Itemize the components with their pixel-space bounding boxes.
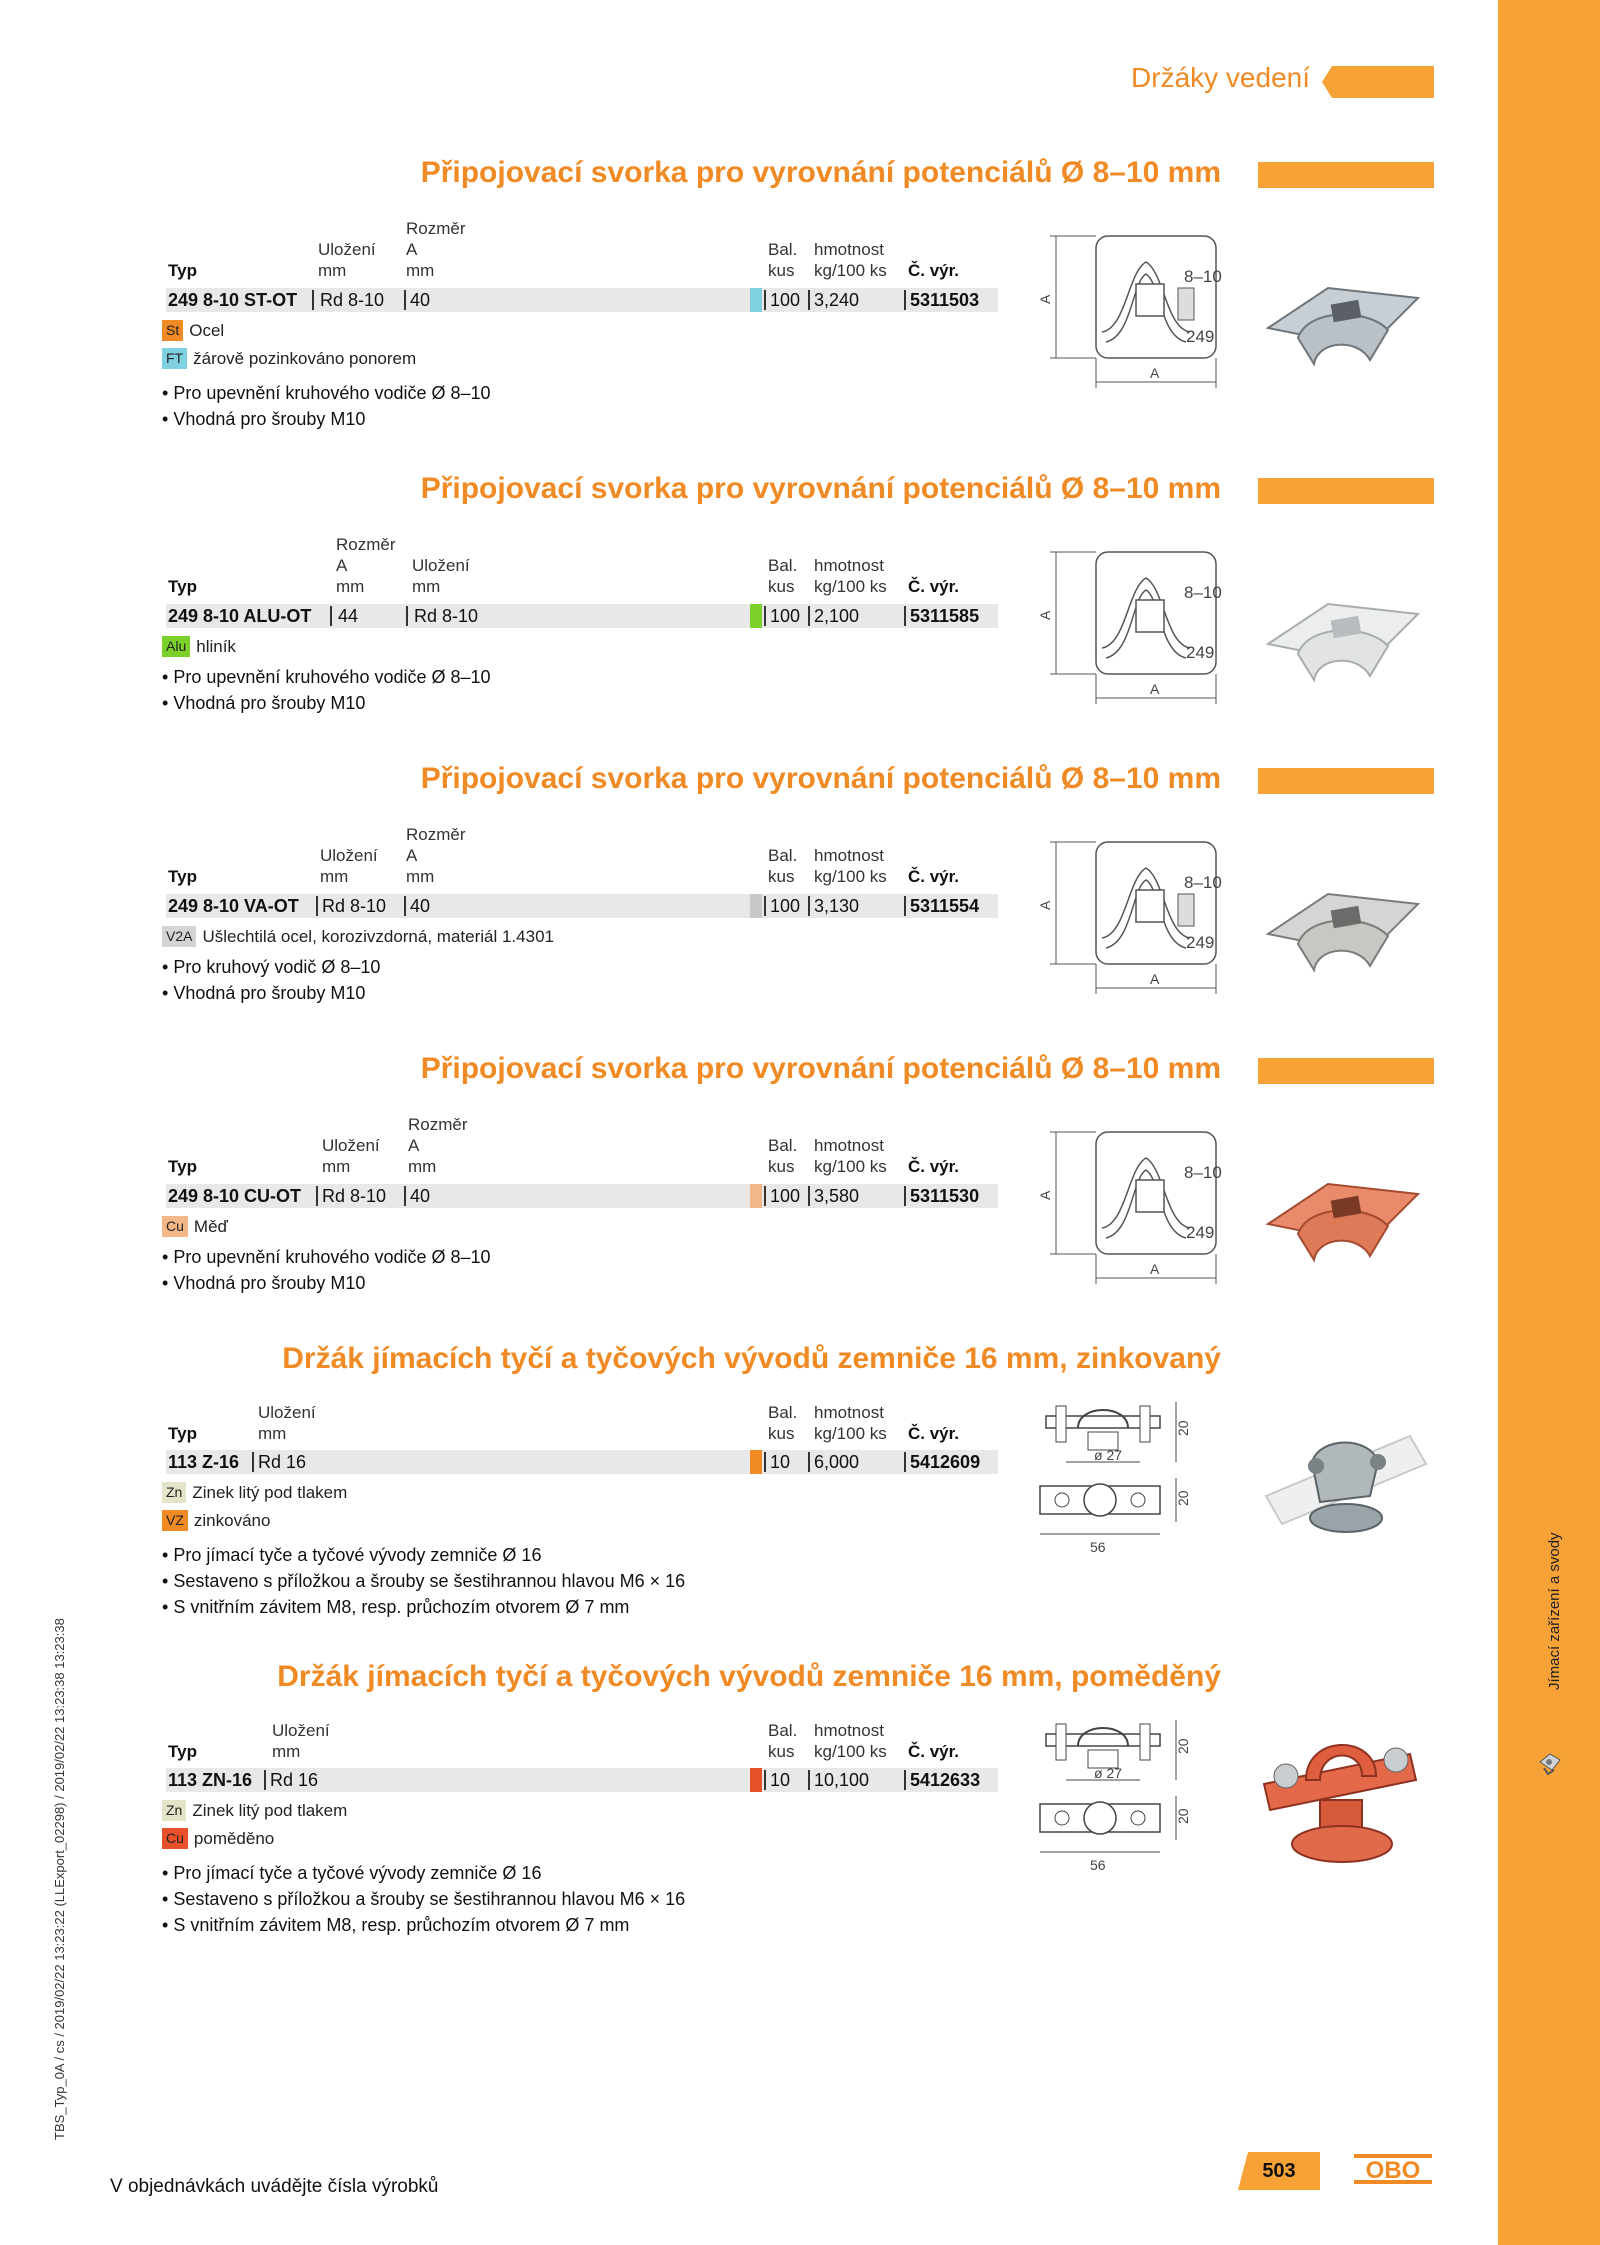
col-kg100: kg/100 ks: [814, 1424, 887, 1443]
separator: [904, 896, 906, 916]
dim-label: 20: [1175, 1490, 1191, 1506]
cell-hmotnost: 3,240: [814, 290, 860, 310]
feature-item: • Pro upevnění kruhového vodiče Ø 8–10: [162, 664, 491, 690]
separator: [312, 290, 314, 310]
orange-sidebar: [1498, 0, 1600, 2245]
dim-label: A: [1037, 900, 1053, 910]
product-section-6: [0, 1654, 1498, 1964]
dim-label: 56: [1090, 1857, 1106, 1873]
cell-ulozeni: Rd 8-10: [414, 606, 479, 626]
sidebar-chapter-text: Jímací zařízení a svody: [1546, 1532, 1563, 1690]
dim-label: A: [1037, 610, 1053, 620]
col-hmotnost: hmotnost: [814, 846, 884, 865]
title-bar: [1258, 1058, 1434, 1084]
material-text: Zinek litý pod tlakem: [192, 1800, 348, 1820]
col-ulozeni: Uložení: [412, 556, 470, 575]
col-rozmer: Rozměr: [406, 219, 466, 238]
col-hmotnost: hmotnost: [814, 1721, 884, 1740]
feature-item: • Pro jímací tyče a tyčové vývody zemniče Ø 16: [162, 1860, 685, 1886]
table-row: [166, 288, 998, 312]
product-section-4: [0, 1046, 1498, 1316]
cell-a: 40: [410, 896, 431, 916]
cell-bal: 100: [770, 606, 801, 626]
feature-item: • Pro upevnění kruhového vodiče Ø 8–10: [162, 380, 491, 406]
separator: [808, 290, 810, 310]
material-text: Měď: [193, 1216, 228, 1236]
cell-ulozeni: Rd 8-10: [322, 1186, 387, 1206]
product-photo-aluminium-clamp: [1258, 584, 1428, 694]
col-kus: kus: [768, 577, 795, 596]
feature-item: • Vhodná pro šrouby M10: [162, 406, 491, 432]
table-row: [166, 1768, 998, 1792]
page-number-text: 503: [1262, 2160, 1296, 2182]
feature-item: • Pro jímací tyče a tyčové vývody zemniče Ø 16: [162, 1542, 685, 1568]
obo-logo: [1354, 2152, 1432, 2186]
cell-ulozeni: Rd 16: [258, 1452, 307, 1472]
col-unit: mm: [336, 577, 365, 596]
col-unit: mm: [412, 577, 441, 596]
col-ulozeni: Uložení: [322, 1136, 380, 1155]
product-title: Držák jímacích tyčí a tyčových vývodů zemniče 16 mm, poměděný: [277, 1660, 1221, 1693]
cell-hmotnost: 6,000: [814, 1452, 860, 1472]
cell-ulozeni: Rd 8-10: [320, 290, 385, 310]
col-typ: Typ: [168, 867, 197, 886]
cell-typ: 249 8-10 ST-OT: [168, 290, 298, 310]
col-rozmer: Rozměr: [336, 535, 396, 554]
table-row: [166, 604, 998, 628]
material-swatch: [750, 288, 762, 312]
cell-cvyr: 5311503: [910, 290, 980, 310]
col-cvyr: Č. výr.: [908, 1424, 960, 1443]
table-row: [166, 1184, 998, 1208]
col-unit: mm: [406, 261, 435, 280]
cell-hmotnost: 10,100: [814, 1770, 870, 1790]
col-cvyr: Č. výr.: [908, 577, 960, 596]
col-unit: mm: [258, 1424, 287, 1443]
cell-typ: 113 ZN-16: [168, 1770, 253, 1790]
logo-text: OBO: [1365, 2157, 1421, 2184]
dim-label: 20: [1175, 1420, 1191, 1436]
cell-hmotnost: 2,100: [814, 606, 860, 626]
col-kg100: kg/100 ks: [814, 577, 887, 596]
material-swatch: [750, 894, 762, 918]
code-label: 249: [1186, 1223, 1215, 1242]
col-cvyr: Č. výr.: [908, 1157, 960, 1176]
material-code: St: [162, 320, 183, 341]
separator: [904, 1452, 906, 1472]
size-label: 8–10: [1184, 1163, 1222, 1182]
feature-item: • Vhodná pro šrouby M10: [162, 690, 491, 716]
separator: [764, 896, 766, 916]
print-code-text: TBS_Typ_0A / cs / 2019/02/22 13:23:22 (LLExport_02298) / 2019/02/22 13:23:38 13:23:38: [52, 1618, 67, 2140]
feature-item: • Sestaveno s příložkou a šrouby se šestihrannou hlavou M6 × 16: [162, 1568, 685, 1594]
technical-drawing: [1036, 1716, 1200, 1876]
finish-tag: [162, 348, 416, 369]
col-ulozeni: Uložení: [272, 1721, 330, 1740]
col-unit: mm: [322, 1157, 351, 1176]
technical-drawing: [1036, 838, 1228, 1002]
col-rozmer: Rozměr: [408, 1115, 468, 1134]
finish-code: FT: [162, 348, 187, 369]
cell-bal: 10: [770, 1770, 791, 1790]
col-a: A: [408, 1136, 420, 1155]
feature-item: • Vhodná pro šrouby M10: [162, 980, 380, 1006]
header-tab-marker: [1322, 66, 1434, 98]
footer-note: V objednávkách uvádějte čísla výrobků: [110, 2176, 439, 2197]
material-code: V2A: [162, 926, 196, 947]
product-section-2: [0, 466, 1498, 736]
separator: [404, 1186, 406, 1206]
col-typ: Typ: [168, 261, 197, 280]
col-cvyr: Č. výr.: [908, 1742, 960, 1761]
title-bar: [1258, 162, 1434, 188]
page-section-title: Držáky vedení: [1131, 62, 1310, 93]
col-typ: Typ: [168, 1424, 197, 1443]
col-kus: kus: [768, 261, 795, 280]
separator: [764, 1770, 766, 1790]
product-title: Držák jímacích tyčí a tyčových vývodů zemniče 16 mm, zinkovaný: [282, 1342, 1221, 1375]
material-text: Zinek litý pod tlakem: [192, 1482, 348, 1502]
separator: [904, 606, 906, 626]
material-tag: [162, 1800, 347, 1821]
cell-cvyr: 5311530: [910, 1186, 980, 1206]
separator: [808, 1186, 810, 1206]
separator: [808, 896, 810, 916]
finish-code: Cu: [162, 1828, 188, 1849]
cell-bal: 10: [770, 1452, 791, 1472]
table-row: [166, 1450, 998, 1474]
separator: [808, 1452, 810, 1472]
feature-list: [162, 1542, 685, 1620]
feature-item: • Pro kruhový vodič Ø 8–10: [162, 954, 380, 980]
code-label: 249: [1186, 933, 1215, 952]
product-photo-steel-clamp: [1258, 268, 1428, 378]
material-tag: [162, 1482, 347, 1503]
col-a: A: [406, 240, 418, 259]
dim-label: 20: [1175, 1738, 1191, 1754]
product-photo-stainless-clamp: [1258, 874, 1428, 984]
feature-list: [162, 664, 491, 716]
product-title: Připojovací svorka pro vyrovnání potenciálů Ø 8–10 mm: [420, 1052, 1221, 1085]
dim-label: 56: [1090, 1539, 1106, 1555]
col-hmotnost: hmotnost: [814, 1136, 884, 1155]
title-bar: [1258, 768, 1434, 794]
cell-cvyr: 5412633: [910, 1770, 981, 1790]
feature-item: • S vnitřním závitem M8, resp. průchozím otvorem Ø 7 mm: [162, 1912, 685, 1938]
separator: [404, 290, 406, 310]
separator: [808, 606, 810, 626]
cell-typ: 249 8-10 CU-OT: [168, 1186, 302, 1206]
col-typ: Typ: [168, 1157, 197, 1176]
col-ulozeni: Uložení: [320, 846, 378, 865]
col-bal: Bal.: [768, 1403, 798, 1422]
feature-list: [162, 1244, 491, 1296]
col-bal: Bal.: [768, 240, 798, 259]
code-label: 249: [1186, 643, 1215, 662]
product-title: Připojovací svorka pro vyrovnání potenciálů Ø 8–10 mm: [420, 156, 1221, 189]
cell-a: 40: [410, 1186, 431, 1206]
product-title: Připojovací svorka pro vyrovnání potenciálů Ø 8–10 mm: [420, 472, 1221, 505]
dim-label: A: [1150, 681, 1160, 697]
code-label: 249: [1186, 327, 1215, 346]
cell-bal: 100: [770, 290, 801, 310]
cell-ulozeni: Rd 8-10: [322, 896, 387, 916]
col-rozmer: Rozměr: [406, 825, 466, 844]
dim-label: ø 27: [1094, 1765, 1123, 1781]
cell-typ: 249 8-10 VA-OT: [168, 896, 299, 916]
material-tag: [162, 320, 224, 341]
separator: [316, 896, 318, 916]
col-bal: Bal.: [768, 556, 798, 575]
col-kg100: kg/100 ks: [814, 867, 887, 886]
separator: [316, 1186, 318, 1206]
material-code: Alu: [162, 636, 190, 657]
cell-cvyr: 5311585: [910, 606, 980, 626]
finish-code: VZ: [162, 1510, 188, 1531]
cell-a: 44: [338, 606, 359, 626]
table-row: [166, 894, 998, 918]
technical-drawing: [1036, 1398, 1200, 1558]
separator: [264, 1770, 266, 1790]
feature-list: [162, 380, 491, 432]
dim-label: A: [1150, 365, 1160, 381]
finish-text: poměděno: [193, 1828, 275, 1848]
separator: [904, 1770, 906, 1790]
col-bal: Bal.: [768, 1136, 798, 1155]
dim-label: A: [1150, 1261, 1160, 1277]
separator: [252, 1452, 254, 1472]
material-text: Ocel: [189, 320, 225, 340]
cell-typ: 249 8-10 ALU-OT: [168, 606, 312, 626]
finish-text: žárově pozinkováno ponorem: [193, 348, 417, 368]
col-hmotnost: hmotnost: [814, 1403, 884, 1422]
col-typ: Typ: [168, 577, 197, 596]
material-code: Zn: [162, 1482, 186, 1503]
feature-item: • S vnitřním závitem M8, resp. průchozím otvorem Ø 7 mm: [162, 1594, 685, 1620]
page-number: [1238, 2152, 1320, 2190]
col-cvyr: Č. výr.: [908, 261, 960, 280]
col-kg100: kg/100 ks: [814, 261, 887, 280]
separator: [764, 290, 766, 310]
size-label: 8–10: [1184, 583, 1222, 602]
dim-label: 20: [1175, 1808, 1191, 1824]
separator: [330, 606, 332, 626]
col-bal: Bal.: [768, 846, 798, 865]
cell-hmotnost: 3,130: [814, 896, 860, 916]
col-bal: Bal.: [768, 1721, 798, 1740]
col-unit: mm: [406, 867, 435, 886]
dim-label: A: [1150, 971, 1160, 987]
product-photo-copper-clamp: [1258, 1164, 1428, 1274]
material-swatch: [750, 1768, 762, 1792]
technical-drawing: [1036, 548, 1228, 712]
cell-bal: 100: [770, 896, 801, 916]
separator: [406, 606, 408, 626]
finish-text: zinkováno: [193, 1510, 271, 1530]
material-tag: [162, 926, 554, 947]
product-section-1: [0, 150, 1498, 450]
material-swatch: [750, 1450, 762, 1474]
separator: [808, 1770, 810, 1790]
technical-drawing: [1036, 1128, 1228, 1292]
col-unit: mm: [272, 1742, 301, 1761]
dim-label: A: [1037, 1190, 1053, 1200]
product-photo-zinc-rod-holder: [1260, 1406, 1430, 1556]
dim-label: A: [1037, 294, 1053, 304]
cell-ulozeni: Rd 16: [270, 1770, 319, 1790]
size-label: 8–10: [1184, 873, 1222, 892]
material-tag: [162, 636, 236, 657]
cell-hmotnost: 3,580: [814, 1186, 860, 1206]
col-a: A: [406, 846, 418, 865]
col-kus: kus: [768, 867, 795, 886]
sidebar-chapter-label: [1520, 1520, 1563, 1690]
separator: [904, 1186, 906, 1206]
col-kus: kus: [768, 1424, 795, 1443]
col-ulozeni: Uložení: [318, 240, 376, 259]
feature-item: • Sestaveno s příložkou a šrouby se šestihrannou hlavou M6 × 16: [162, 1886, 685, 1912]
material-swatch: [750, 1184, 762, 1208]
col-kg100: kg/100 ks: [814, 1157, 887, 1176]
material-text: Ušlechtilá ocel, korozivzdorná, materiál 1.4301: [202, 926, 554, 946]
col-a: A: [336, 556, 348, 575]
cell-cvyr: 5311554: [910, 896, 980, 916]
separator: [764, 1452, 766, 1472]
col-kg100: kg/100 ks: [814, 1742, 887, 1761]
product-section-5: [0, 1336, 1498, 1636]
technical-drawing: [1036, 232, 1228, 396]
separator: [764, 1186, 766, 1206]
cell-typ: 113 Z-16: [168, 1452, 240, 1472]
finish-tag: [162, 1510, 270, 1531]
title-bar: [1258, 478, 1434, 504]
col-unit: mm: [320, 867, 349, 886]
feature-item: • Vhodná pro šrouby M10: [162, 1270, 491, 1296]
col-hmotnost: hmotnost: [814, 240, 884, 259]
product-title: Připojovací svorka pro vyrovnání potenciálů Ø 8–10 mm: [420, 762, 1221, 795]
product-section-3: [0, 756, 1498, 1026]
separator: [404, 896, 406, 916]
material-swatch: [750, 604, 762, 628]
cell-a: 40: [410, 290, 431, 310]
col-ulozeni: Uložení: [258, 1403, 316, 1422]
col-unit: mm: [408, 1157, 437, 1176]
clamp-icon: [1534, 1748, 1564, 1778]
col-kus: kus: [768, 1742, 795, 1761]
separator: [764, 606, 766, 626]
dim-label: ø 27: [1094, 1447, 1123, 1463]
cell-bal: 100: [770, 1186, 801, 1206]
feature-list: [162, 954, 380, 1006]
material-code: Cu: [162, 1216, 188, 1237]
col-typ: Typ: [168, 1742, 197, 1761]
feature-list: [162, 1860, 685, 1938]
cell-cvyr: 5412609: [910, 1452, 981, 1472]
size-label: 8–10: [1184, 267, 1222, 286]
finish-tag: [162, 1828, 274, 1849]
material-text: hliník: [196, 636, 236, 656]
col-cvyr: Č. výr.: [908, 867, 960, 886]
feature-item: • Pro upevnění kruhového vodiče Ø 8–10: [162, 1244, 491, 1270]
product-photo-copper-rod-holder: [1250, 1714, 1430, 1884]
separator: [904, 290, 906, 310]
col-unit: mm: [318, 261, 347, 280]
material-code: Zn: [162, 1800, 186, 1821]
col-hmotnost: hmotnost: [814, 556, 884, 575]
material-tag: [162, 1216, 228, 1237]
col-kus: kus: [768, 1157, 795, 1176]
